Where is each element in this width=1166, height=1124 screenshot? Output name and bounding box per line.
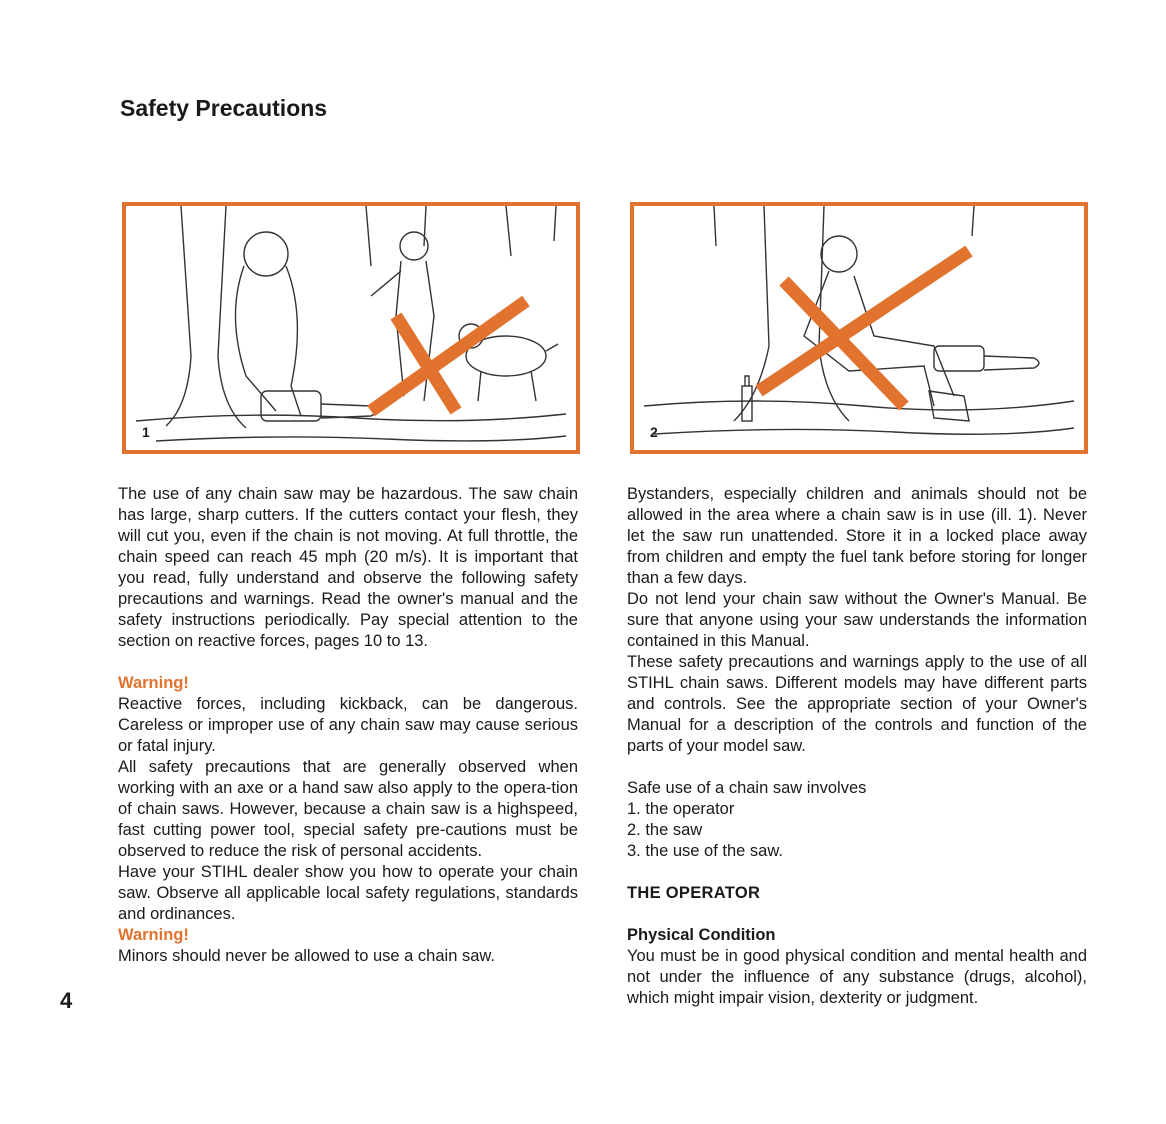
paragraph: Do not lend your chain saw without the Owner's Manual. Be sure that anyone using your saw understands the information contained in this Manual. xyxy=(627,590,1087,650)
warning-label: Warning! xyxy=(118,926,189,944)
figure-number: 1 xyxy=(142,424,150,440)
section-heading: THE OPERATOR xyxy=(627,884,761,902)
warning-label: Warning! xyxy=(118,674,189,692)
list-item: 1. the operator xyxy=(627,800,735,818)
warning-text: Minors should never be allowed to use a chain saw. xyxy=(118,947,495,965)
paragraph: Bystanders, especially children and animals should not be allowed in the area where a chain saw is in use (ill. 1). Never let the saw run unattended. Store it in a locked place away from children and empty the fuel tank before storing for longer than a few days. xyxy=(627,485,1087,587)
paragraph: Have your STIHL dealer show you how to operate your chain saw. Observe all applicable local safety regulations, standards and ordinances. xyxy=(118,863,578,923)
intro-paragraph: The use of any chain saw may be hazardous. The saw chain has large, sharp cutters. If the cutters contact your flesh, they will cut you, even if the chain is not moving. At full throttle, the chain speed can reach 45 mph (20 m/s). It is important that you read, fully understand and observe the following safety precautions and warnings. Read the owner's manual and the safety instructions periodically. Pay special attention to the section on reactive forces, pages 10 to 13. xyxy=(118,485,578,650)
right-column xyxy=(627,484,1087,1009)
list-item: 3. the use of the saw. xyxy=(627,842,783,860)
paragraph: All safety precautions that are generally observed when working with an axe or a hand saw also apply to the opera-tion of chain saws. However, because a chain saw is a highspeed, fast cutting power tool, special safety pre-cautions must be observed to reduce the risk of personal accidents. xyxy=(118,758,578,860)
list-intro: Safe use of a chain saw involves xyxy=(627,779,867,797)
list-item: 2. the saw xyxy=(627,821,703,839)
figure-number: 2 xyxy=(650,424,658,440)
illustration-unattended-saw-drawing xyxy=(634,206,1084,450)
left-column xyxy=(118,484,578,967)
subsection-heading: Physical Condition xyxy=(627,926,776,944)
warning-text: Reactive forces, including kickback, can be dangerous. Careless or improper use of any chain saw may cause serious or fatal injury. xyxy=(118,695,578,755)
paragraph: These safety precautions and warnings apply to the use of all STIHL chain saws. Different models may have different parts and controls. See the appropriate section of your Owner's Manual for a description of the controls and function of the parts of your model saw. xyxy=(627,653,1087,755)
illustration-bystanders-drawing xyxy=(126,206,576,450)
illustration-unattended-saw xyxy=(630,202,1088,454)
page-title: Safety Precautions xyxy=(120,95,328,121)
illustration-bystanders xyxy=(122,202,580,454)
page-number: 4 xyxy=(60,988,73,1013)
paragraph: You must be in good physical condition and mental health and not under the influence of any substance (drugs, alcohol), which might impair vision, dexterity or judgment. xyxy=(627,947,1087,1007)
